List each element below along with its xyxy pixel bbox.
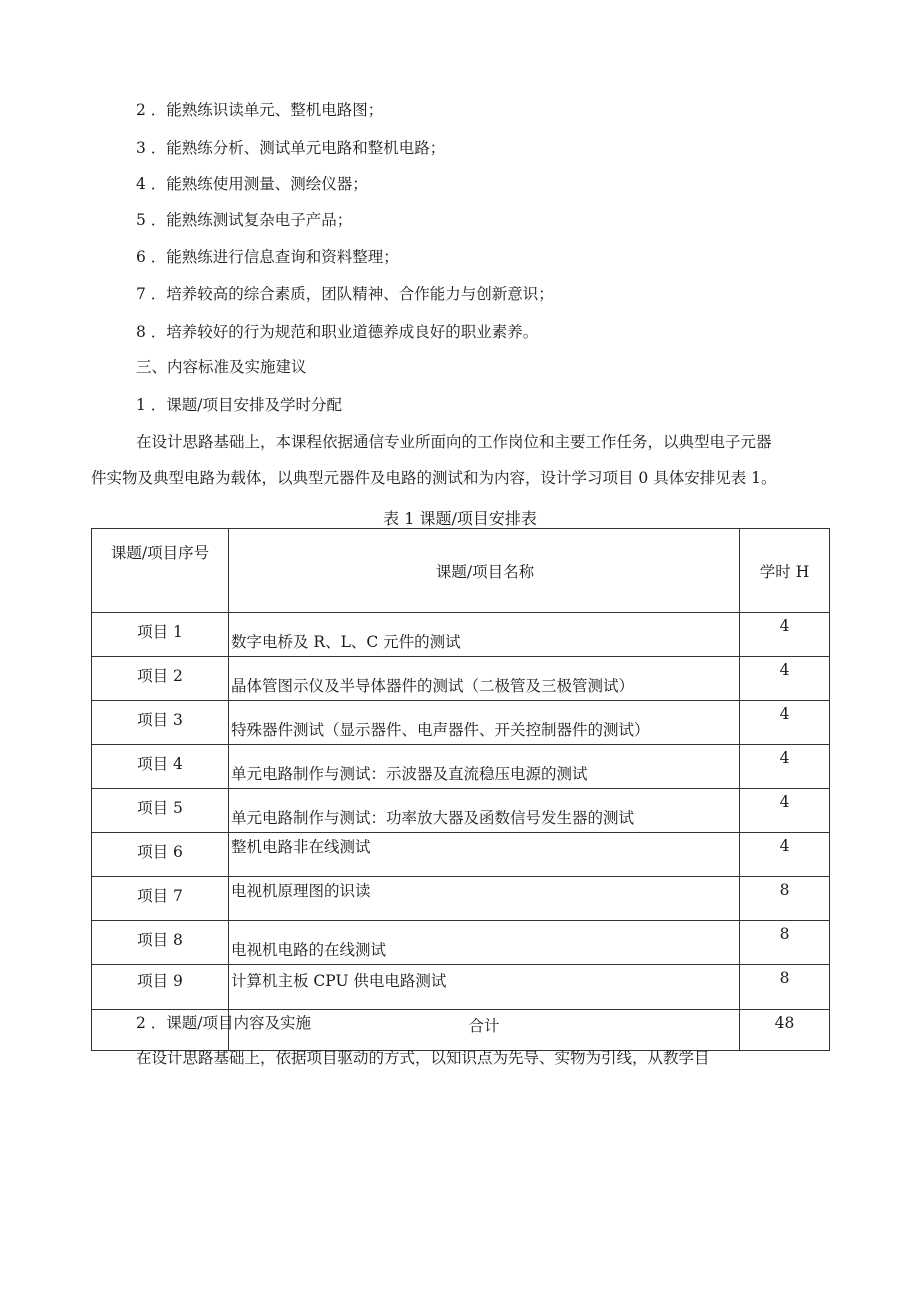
- row-number: 项目 2: [92, 657, 229, 701]
- table-row: [92, 877, 830, 921]
- objective-item: 6 ．能熟练进行信息查询和资料整理；: [136, 248, 399, 266]
- section-heading: 三、内容标准及实施建议: [136, 358, 307, 376]
- row-name: 计算机主板 CPU 供电电路测试: [229, 965, 740, 1010]
- row-hours: 4: [740, 745, 830, 789]
- row-hours: 8: [740, 877, 830, 921]
- row-name: 单元电路制作与测试：功率放大器及函数信号发生器的测试: [229, 789, 740, 833]
- header-number: 课题/项目序号: [92, 529, 229, 613]
- table-row: [92, 833, 830, 877]
- table-row: [92, 921, 830, 965]
- paragraph-line: 件实物及典型电路为载体，以典型元器件及电路的测试和为内容，设计学习项目 0 具体安排见表 1。: [91, 469, 777, 487]
- paragraph-line: 在设计思路基础上，本课程依据通信专业所面向的工作岗位和主要工作任务，以典型电子元器: [136, 433, 772, 451]
- row-number: 项目 9: [92, 965, 229, 1010]
- row-name: 电视机原理图的识读: [229, 877, 740, 921]
- row-name: 数字电桥及 R、L、C 元件的测试: [229, 613, 740, 657]
- row-hours: 4: [740, 701, 830, 745]
- row-name: 整机电路非在线测试: [229, 833, 740, 877]
- objective-item: 7 ．培养较高的综合素质，团队精神、合作能力与创新意识；: [136, 285, 554, 303]
- row-number: 项目 4: [92, 745, 229, 789]
- table-row: [92, 789, 830, 833]
- row-hours: 4: [740, 657, 830, 701]
- objective-item: 8 ．培养较好的行为规范和职业道德养成良好的职业素养。: [136, 323, 539, 341]
- row-number: 项目 7: [92, 877, 229, 921]
- table-caption: 表 1 课题/项目安排表: [383, 509, 537, 528]
- row-hours: 8: [740, 921, 830, 965]
- objective-item: 4 ．能熟练使用测量、测绘仪器；: [136, 175, 368, 193]
- total-label: 合计: [229, 1010, 740, 1051]
- subsection-heading: 2 ．课题/项目内容及实施: [136, 1014, 312, 1032]
- row-number: 项目 1: [92, 613, 229, 657]
- objective-item: 3 ．能熟练分析、测试单元电路和整机电路；: [136, 139, 446, 157]
- total-hours: 48: [740, 1010, 830, 1051]
- row-number: 项目 5: [92, 789, 229, 833]
- row-hours: 8: [740, 965, 830, 1010]
- table-row: [92, 965, 830, 1010]
- row-name: 晶体管图示仪及半导体器件的测试（二极管及三极管测试）: [229, 657, 740, 701]
- table-header-row: [92, 529, 830, 613]
- objective-item: 2 ．能熟练识读单元、整机电路图；: [136, 101, 384, 119]
- paragraph-line: 在设计思路基础上，依据项目驱动的方式，以知识点为先导、实物为引线，从教学目: [136, 1049, 710, 1067]
- header-name: 课题/项目名称: [229, 529, 740, 613]
- objective-item: 5 ．能熟练测试复杂电子产品；: [136, 211, 353, 229]
- table-row: [92, 701, 830, 745]
- table-row: [92, 613, 830, 657]
- subsection-heading: 1 ．课题/项目安排及学时分配: [136, 396, 343, 414]
- schedule-table: [91, 528, 830, 1051]
- header-hours: 学时 H: [740, 529, 830, 613]
- row-name: 单元电路制作与测试：示波器及直流稳压电源的测试: [229, 745, 740, 789]
- row-hours: 4: [740, 789, 830, 833]
- row-number: 项目 6: [92, 833, 229, 877]
- row-name: 特殊器件测试（显示器件、电声器件、开关控制器件的测试）: [229, 701, 740, 745]
- table-row: [92, 745, 830, 789]
- row-hours: 4: [740, 613, 830, 657]
- row-hours: 4: [740, 833, 830, 877]
- table-row: [92, 657, 830, 701]
- row-number: 项目 8: [92, 921, 229, 965]
- row-number: 项目 3: [92, 701, 229, 745]
- row-name: 电视机电路的在线测试: [229, 921, 740, 965]
